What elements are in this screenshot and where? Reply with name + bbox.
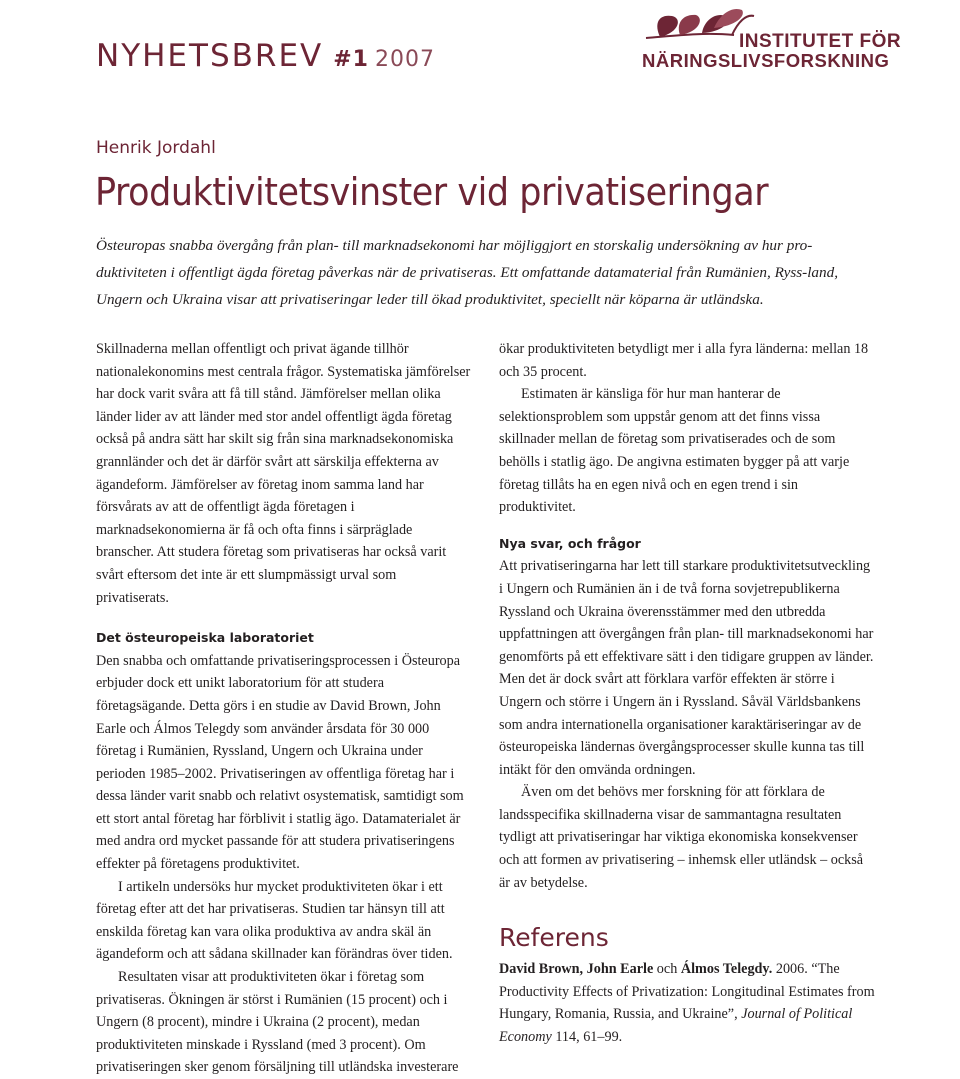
institute-logo: [642, 2, 902, 74]
section-heading: Det östeuropeiska laboratoriet: [96, 630, 314, 646]
paragraph: I artikeln undersöks hur mycket produktiviteten ökar i ett företag efter att det har privatiseras. Studien tar hänsyn till att enskilda företag kan vara olika produktiva av andra skäl än ägandeform och att sådana skillnader kan förändras över tiden.: [96, 878, 453, 963]
paragraph: Även om det behövs mer forskning för att förklara de landsspecifika skillnaderna visar de sammantagna resultaten tydligt att privatiseringar har viktiga ekonomiska konsekvenser och att formen av privatisering – inhemsk eller utländsk – också är av betydelse.: [499, 784, 864, 891]
article-title: Produktivitetsvinster vid privatiseringar: [95, 170, 769, 214]
reference-title: “The Productivity Effects of Privatization: Longitudinal Estimates from Hungary, Romania, Russia, and Ukraine”,: [499, 961, 875, 1023]
reference-entry: [499, 958, 875, 1048]
right-column: [499, 338, 875, 1049]
paragraph: Skillnaderna mellan offentligt och privat ägande tillhör nationalekonomins mest centrala frågor. Systematiska jämförelser har dock varit svåra att få till stånd. Jämförelser mellan olika länder lider av att länder med stor andel offentligt ägda företag också på andra sätt har skilt sig från sina marknadsekonomiska grannländer och det är därför svårt att särskilja effekterna av ägandeform. Jämförelser av företag inom samma land har försvårats av att de offentligt ägda företagen i marknadsekonomierna är få och ofta finns i särpräglade branscher. Att studera företag som privatiseras har också varit svårt eftersom det inte är ett slumpmässigt urval som privatiserats.: [96, 341, 471, 606]
paragraph: Estimaten är känsliga för hur man hanterar de selektionsproblem som uppstår genom att det finns vissa skillnader mellan de företag som privatiserades och de som behölls i statlig ägo. De angivna estimaten bygger på att varje företag tillåts ha en egen nivå och en egen trend i sin produktivitet.: [499, 386, 850, 516]
paragraph: Att privatiseringarna har lett till starkare produktivitetsutveckling i Ungern och Rumänien än i de två forna sovjetrepublikerna Ryssland och Ukraina överensstämmer med den utbredda uppfattningen att övergången från plan- till marknadsekonomi har genomförts på ett effektivare sätt i den tidigare gruppen av länder. Men det är dock svårt att förklara varför effekten är större i Ungern och större i Ungern än i Ryssland. Såväl Världsbankens som andra internationella organisationer karaktäriseringar av de östeuropeiska ländernas övergångsprocesser skulle kunna tas till intäkt för den omvända ordningen.: [499, 558, 874, 778]
issue-year: 2007: [375, 47, 435, 72]
logo-text-line1: INSTITUTET FÖR: [739, 31, 902, 52]
newsletter-title: [96, 38, 435, 74]
issue-number: #1: [333, 47, 369, 72]
left-column: [96, 338, 472, 1079]
reference-pages: 114, 61–99.: [551, 1029, 623, 1046]
article-lead: Östeuropas snabba övergång från plan- till marknadsekonomi har möjliggjort en storskalig undersökning av hur pro-duktiviteten i offentligt ägda företag påverkas när de privatiseras. Ett omfattande datamaterial från Rumänien, Ryss-land, Ungern och Ukraina visar att privatiseringar leder till ökad produktivitet, speciellt när köparna är utländska.: [96, 237, 838, 308]
reference-journal: Journal of Political Economy: [499, 1006, 853, 1046]
paragraph: Den snabba och omfattande privatiseringsprocessen i Östeuropa erbjuder dock ett unikt laboratorium för att studera företagsägande. Detta görs i en studie av David Brown, John Earle och Álmos Telegdy som använder årsdata för 30 000 företag i Rumänien, Ryssland, Ungern och Ukraina under perioden 1985–2002. Privatiseringen av offentliga företag har i dessa länder varit snabb och relativt osystematisk, samtidigt som ett stort antal företag har förblivit i statlig ägo. Datamaterialet är med andra ord mycket passande för att studera privatiseringens effekter på företagens produktivitet.: [96, 652, 464, 873]
paragraph: ökar produktiviteten betydligt mer i alla fyra länderna: mellan 18 och 35 procent.: [499, 341, 869, 380]
references-heading: Referens: [499, 923, 609, 953]
reference-authors: Álmos Telegdy.: [680, 961, 773, 978]
paragraph: Resultaten visar att produktiviteten ökar i företag som privatiseras. Ökningen är störst i Rumänien (15 procent) och i Ungern (8 procent), mindre i Ukraina (2 procent), medan produktiviteten minskade i Ryssland (med 3 procent). Om privatiseringen sker genom försäljning till utländska investerare: [96, 969, 459, 1076]
logo-text-line2: NÄRINGSLIVSFORSKNING: [642, 50, 890, 71]
reference-authors: David Brown, John Earle: [499, 961, 654, 978]
article-author: Henrik Jordahl: [96, 138, 216, 158]
reference-conjunction: och: [653, 961, 681, 978]
newsletter-name: NYHETSBREV: [96, 38, 324, 74]
reference-year: 2006.: [772, 961, 808, 978]
section-heading: Nya svar, och frågor: [499, 535, 641, 551]
